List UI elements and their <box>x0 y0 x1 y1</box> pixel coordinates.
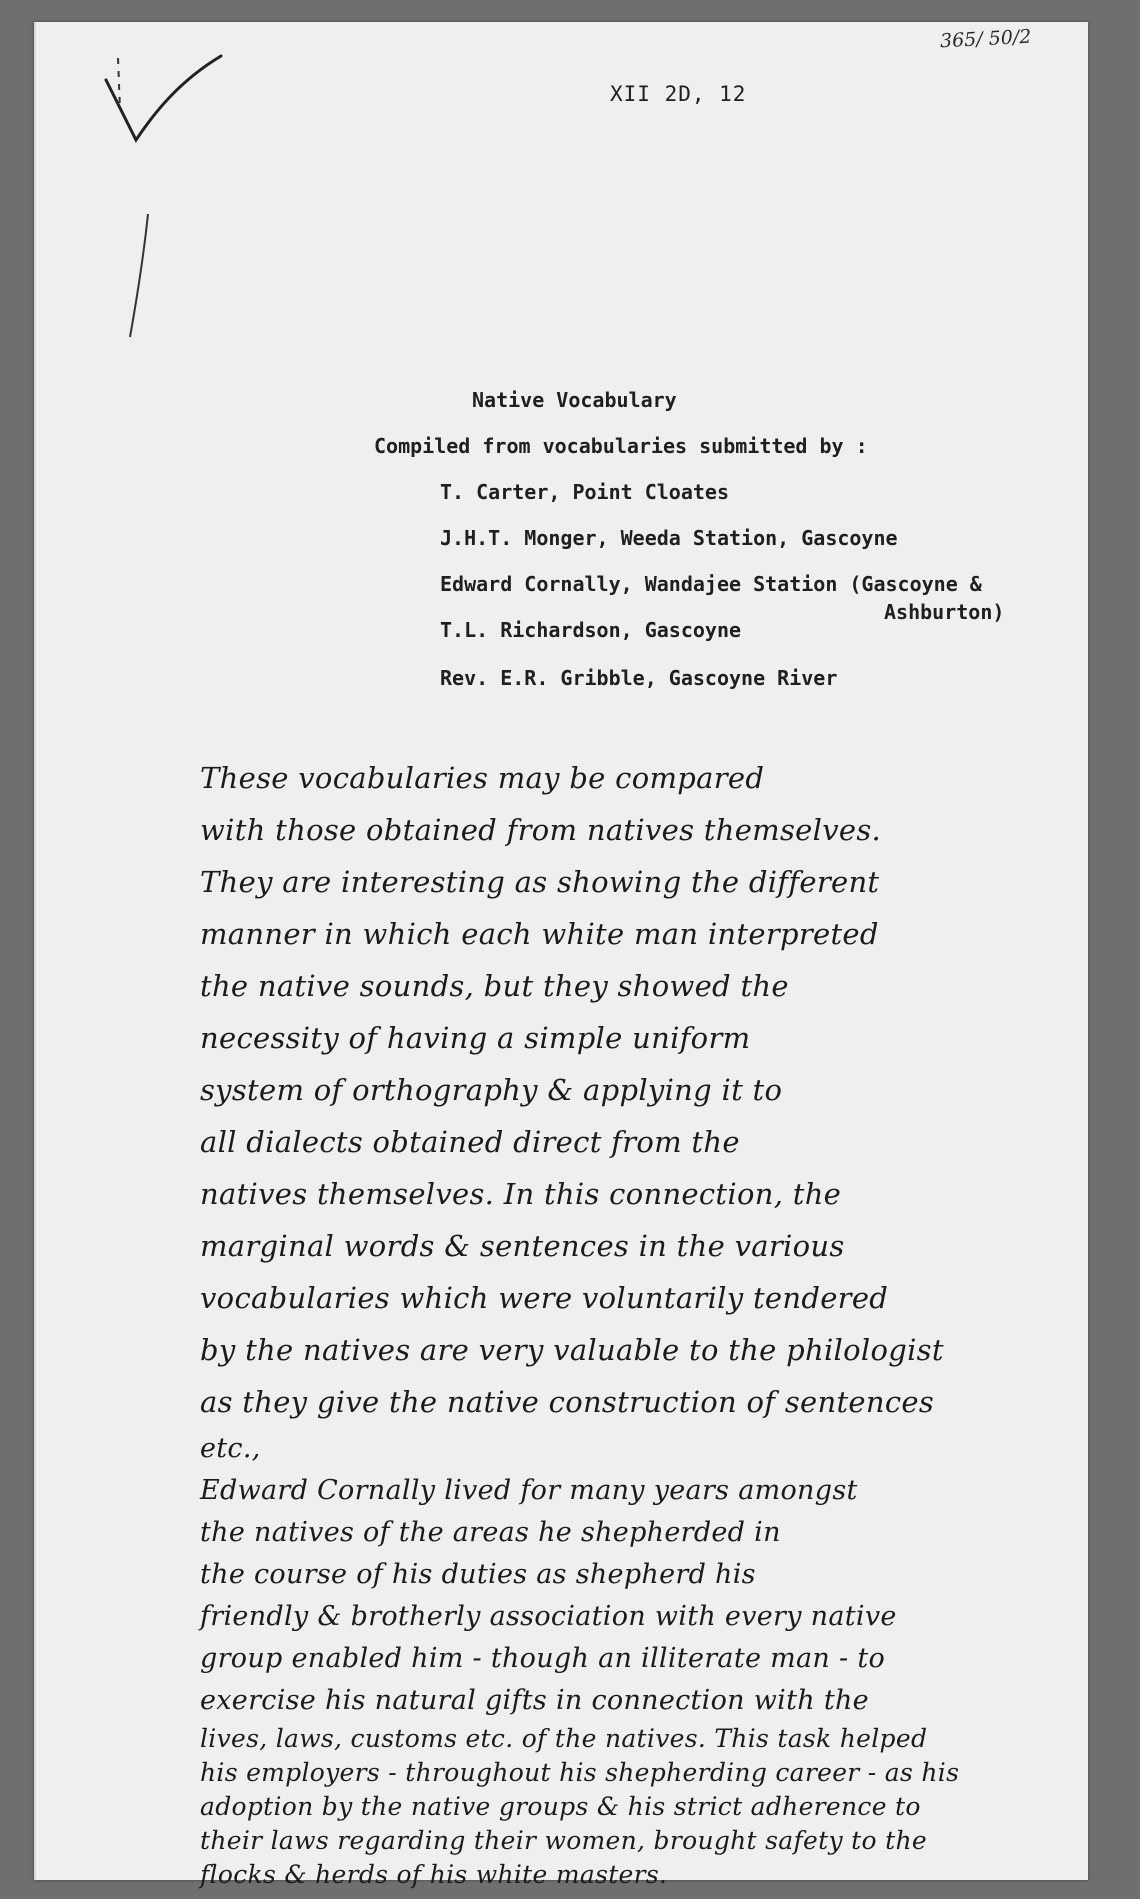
handwritten-line: exercise his natural gifts in connection with the <box>200 1685 869 1716</box>
handwritten-line: necessity of having a simple uniform <box>200 1021 751 1055</box>
handwritten-line: with those obtained from natives themselves. <box>200 813 882 847</box>
handwritten-line: all dialects obtained direct from the <box>200 1125 740 1159</box>
handwritten-line: vocabularies which were voluntarily tendered <box>200 1281 889 1315</box>
handwritten-line: Edward Cornally lived for many years amongst <box>200 1475 858 1506</box>
handwritten-line: friendly & brotherly association with every native <box>200 1601 897 1632</box>
handwritten-line: the native sounds, but they showed the <box>200 969 789 1003</box>
handwritten-line: These vocabularies may be compared <box>200 761 765 795</box>
handwritten-line: their laws regarding their women, brought safety to the <box>200 1826 927 1855</box>
handwritten-line: lives, laws, customs etc. of the natives. This task helped <box>200 1724 928 1753</box>
handwritten-line: by the natives are very valuable to the philologist <box>200 1333 944 1367</box>
compiled-from-line: Compiled from vocabularies submitted by : <box>374 434 868 458</box>
contributor-5: Rev. E.R. Gribble, Gascoyne River <box>440 666 838 690</box>
handwritten-line: adoption by the native groups & his strict adherence to <box>200 1792 921 1821</box>
handwritten-line: as they give the native construction of sentences <box>200 1385 935 1419</box>
page-title: Native Vocabulary <box>472 388 677 412</box>
handwritten-line: etc., <box>200 1433 261 1464</box>
handwritten-line: his employers - throughout his shepherding career - as his <box>200 1758 960 1787</box>
contributor-1: T. Carter, Point Cloates <box>440 480 729 504</box>
margin-pencil-mark <box>126 212 156 342</box>
checkmark-icon <box>96 50 236 160</box>
handwritten-line: group enabled him - though an illiterate man - to <box>200 1643 886 1674</box>
contributor-4: T.L. Richardson, Gascoyne <box>440 618 742 642</box>
handwritten-line: system of orthography & applying it to <box>200 1073 783 1107</box>
handwritten-line: the course of his duties as shepherd his <box>200 1559 756 1590</box>
contributor-2: J.H.T. Monger, Weeda Station, Gascoyne <box>440 526 898 550</box>
handwritten-line: marginal words & sentences in the various <box>200 1229 845 1263</box>
contributor-3-continuation: Ashburton) <box>884 600 1005 624</box>
archive-number: 365/ 50/2 <box>939 25 1032 53</box>
contributor-3: Edward Cornally, Wandajee Station (Gascoyne & <box>440 572 982 596</box>
handwritten-line: manner in which each white man interpreted <box>200 917 879 951</box>
document-reference: XII 2D, 12 <box>610 82 747 106</box>
handwritten-line: natives themselves. In this connection, the <box>200 1177 842 1211</box>
handwritten-line: They are interesting as showing the different <box>200 865 880 899</box>
handwritten-line: flocks & herds of his white masters. <box>200 1860 668 1889</box>
handwritten-note <box>200 752 1060 1892</box>
handwritten-line: the natives of the areas he shepherded in <box>200 1517 781 1548</box>
